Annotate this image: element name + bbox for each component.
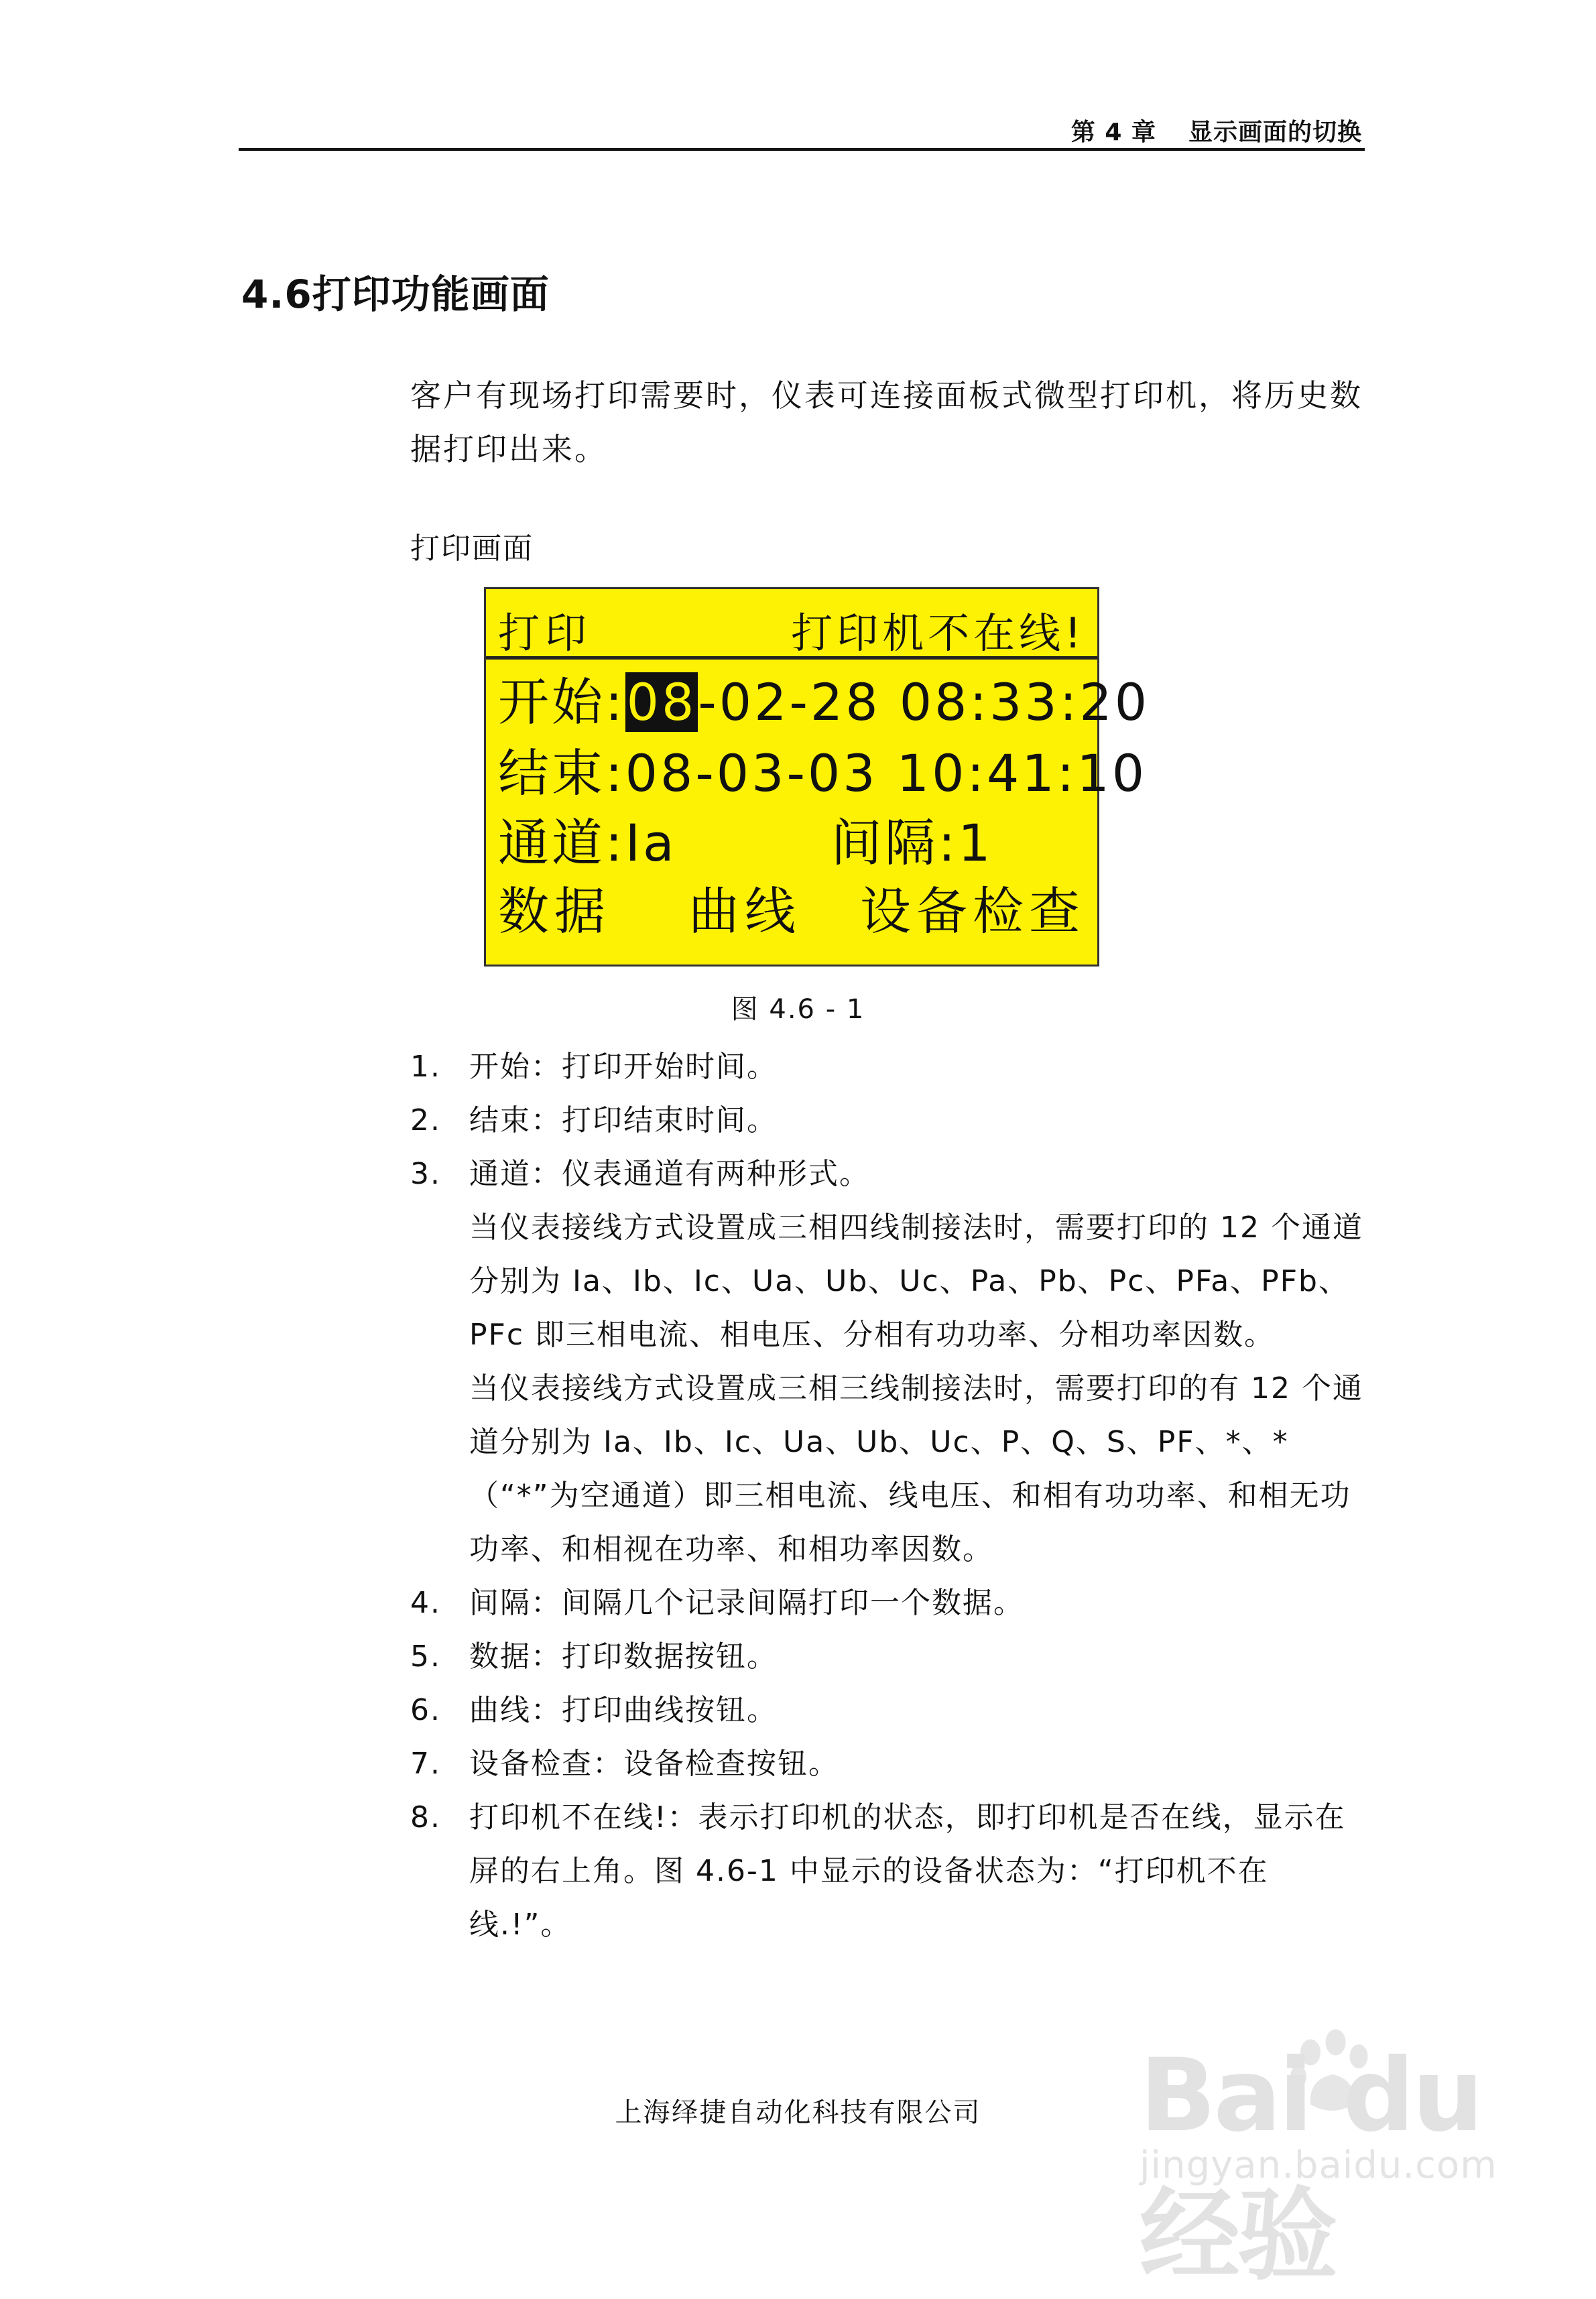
start-time-rest: -02-28 08:33:20 (698, 672, 1150, 732)
channel-value[interactable]: Ia (625, 813, 677, 873)
list-text: 打印机不在线!：表示打印机的状态，即打印机是否在线，显示在屏的右上角。图 4.6-1 中显示的设备状态为：“打印机不在线.!”。 (469, 1800, 1346, 1942)
list-number: 2. (410, 1103, 441, 1137)
list-subparagraph: 当仪表接线方式设置成三相四线制接法时，需要打印的 12 个通道分别为 Ia、Ib、Ic、Ua、Ub、Uc、Pa、Pb、Pc、PFa、PFb、PFc 即三相电流、相电压、分相有功功率、分相功率因数。 (469, 1210, 1363, 1352)
list-subparagraph: 当仪表接线方式设置成三相三线制接法时，需要打印的有 12 个通道分别为 Ia、Ib、Ic、Ua、Ub、Uc、P、Q、S、PF、*、* （“*”为空通道）即三相电流、线电压、和相有功功率、和相无功功率、和相视在功率、和相功率因数。 (469, 1371, 1363, 1566)
end-time-row[interactable] (498, 733, 1147, 806)
header-text (1071, 113, 1362, 147)
watermark-url: jingyan.baidu.com (1140, 2143, 1497, 2187)
start-cursor-field[interactable]: 08 (626, 672, 697, 732)
list-text: 曲线：打印曲线按钮。 (469, 1693, 778, 1727)
baidu-watermark (1140, 2024, 1515, 2294)
description-list (410, 1040, 1369, 1952)
start-label: 开始: (498, 672, 625, 732)
watermark-logo: Bai du 经验 (1140, 2038, 1481, 2294)
screen-label: 打印画面 (410, 532, 534, 566)
list-item (410, 1576, 1369, 1630)
printer-status: 打印机不在线! (791, 609, 1085, 658)
list-item (410, 1040, 1369, 1094)
list-text: 间隔：间隔几个记录间隔打印一个数据。 (469, 1586, 1024, 1620)
print-data-button[interactable]: 数据 (498, 881, 611, 941)
list-number: 8. (410, 1800, 441, 1835)
section-title: 4.6打印功能画面 (241, 271, 550, 317)
lcd-title-bar (486, 589, 1097, 660)
list-number: 3. (410, 1157, 441, 1191)
list-text: 数据：打印数据按钮。 (469, 1639, 778, 1674)
list-number: 7. (410, 1747, 441, 1781)
print-curve-button[interactable]: 曲线 (688, 881, 801, 941)
end-label: 结束: (498, 743, 625, 803)
list-number: 6. (410, 1693, 441, 1727)
list-text: 结束：打印结束时间。 (469, 1103, 778, 1137)
start-time-row[interactable] (498, 662, 1150, 735)
list-text: 设备检查：设备检查按钮。 (469, 1747, 839, 1781)
list-number: 5. (410, 1639, 441, 1674)
list-item (410, 1147, 1369, 1576)
header-chapter: 第 4 章 (1070, 119, 1156, 146)
lcd-title: 打印 (498, 609, 593, 658)
list-item (410, 1094, 1369, 1147)
page-header (239, 111, 1365, 151)
end-time-value: 08-03-03 10:41:10 (625, 743, 1148, 803)
list-text: 开始：打印开始时间。 (469, 1050, 778, 1084)
list-item (410, 1684, 1369, 1737)
interval-value[interactable]: 1 (958, 813, 993, 873)
lcd-screen (484, 587, 1150, 967)
list-text: 通道：仪表通道有两种形式。 (469, 1157, 870, 1191)
list-item (410, 1737, 1369, 1791)
channel-interval-row (498, 802, 993, 875)
interval-label: 间隔: (831, 813, 959, 873)
list-number: 4. (410, 1586, 441, 1620)
footer-company: 上海绎捷自动化科技有限公司 (615, 2097, 981, 2128)
list-number: 1. (410, 1050, 441, 1084)
figure-caption: 图 4.6 - 1 (731, 994, 865, 1025)
channel-label: 通道: (498, 813, 625, 873)
list-item (410, 1791, 1369, 1952)
list-item (410, 1630, 1369, 1684)
intro-paragraph: 客户有现场打印需要时，仪表可连接面板式微型打印机，将历史数据打印出来。 (410, 377, 1363, 467)
header-title: 显示画面的切换 (1188, 119, 1362, 146)
device-check-button[interactable]: 设备检查 (860, 881, 1085, 941)
